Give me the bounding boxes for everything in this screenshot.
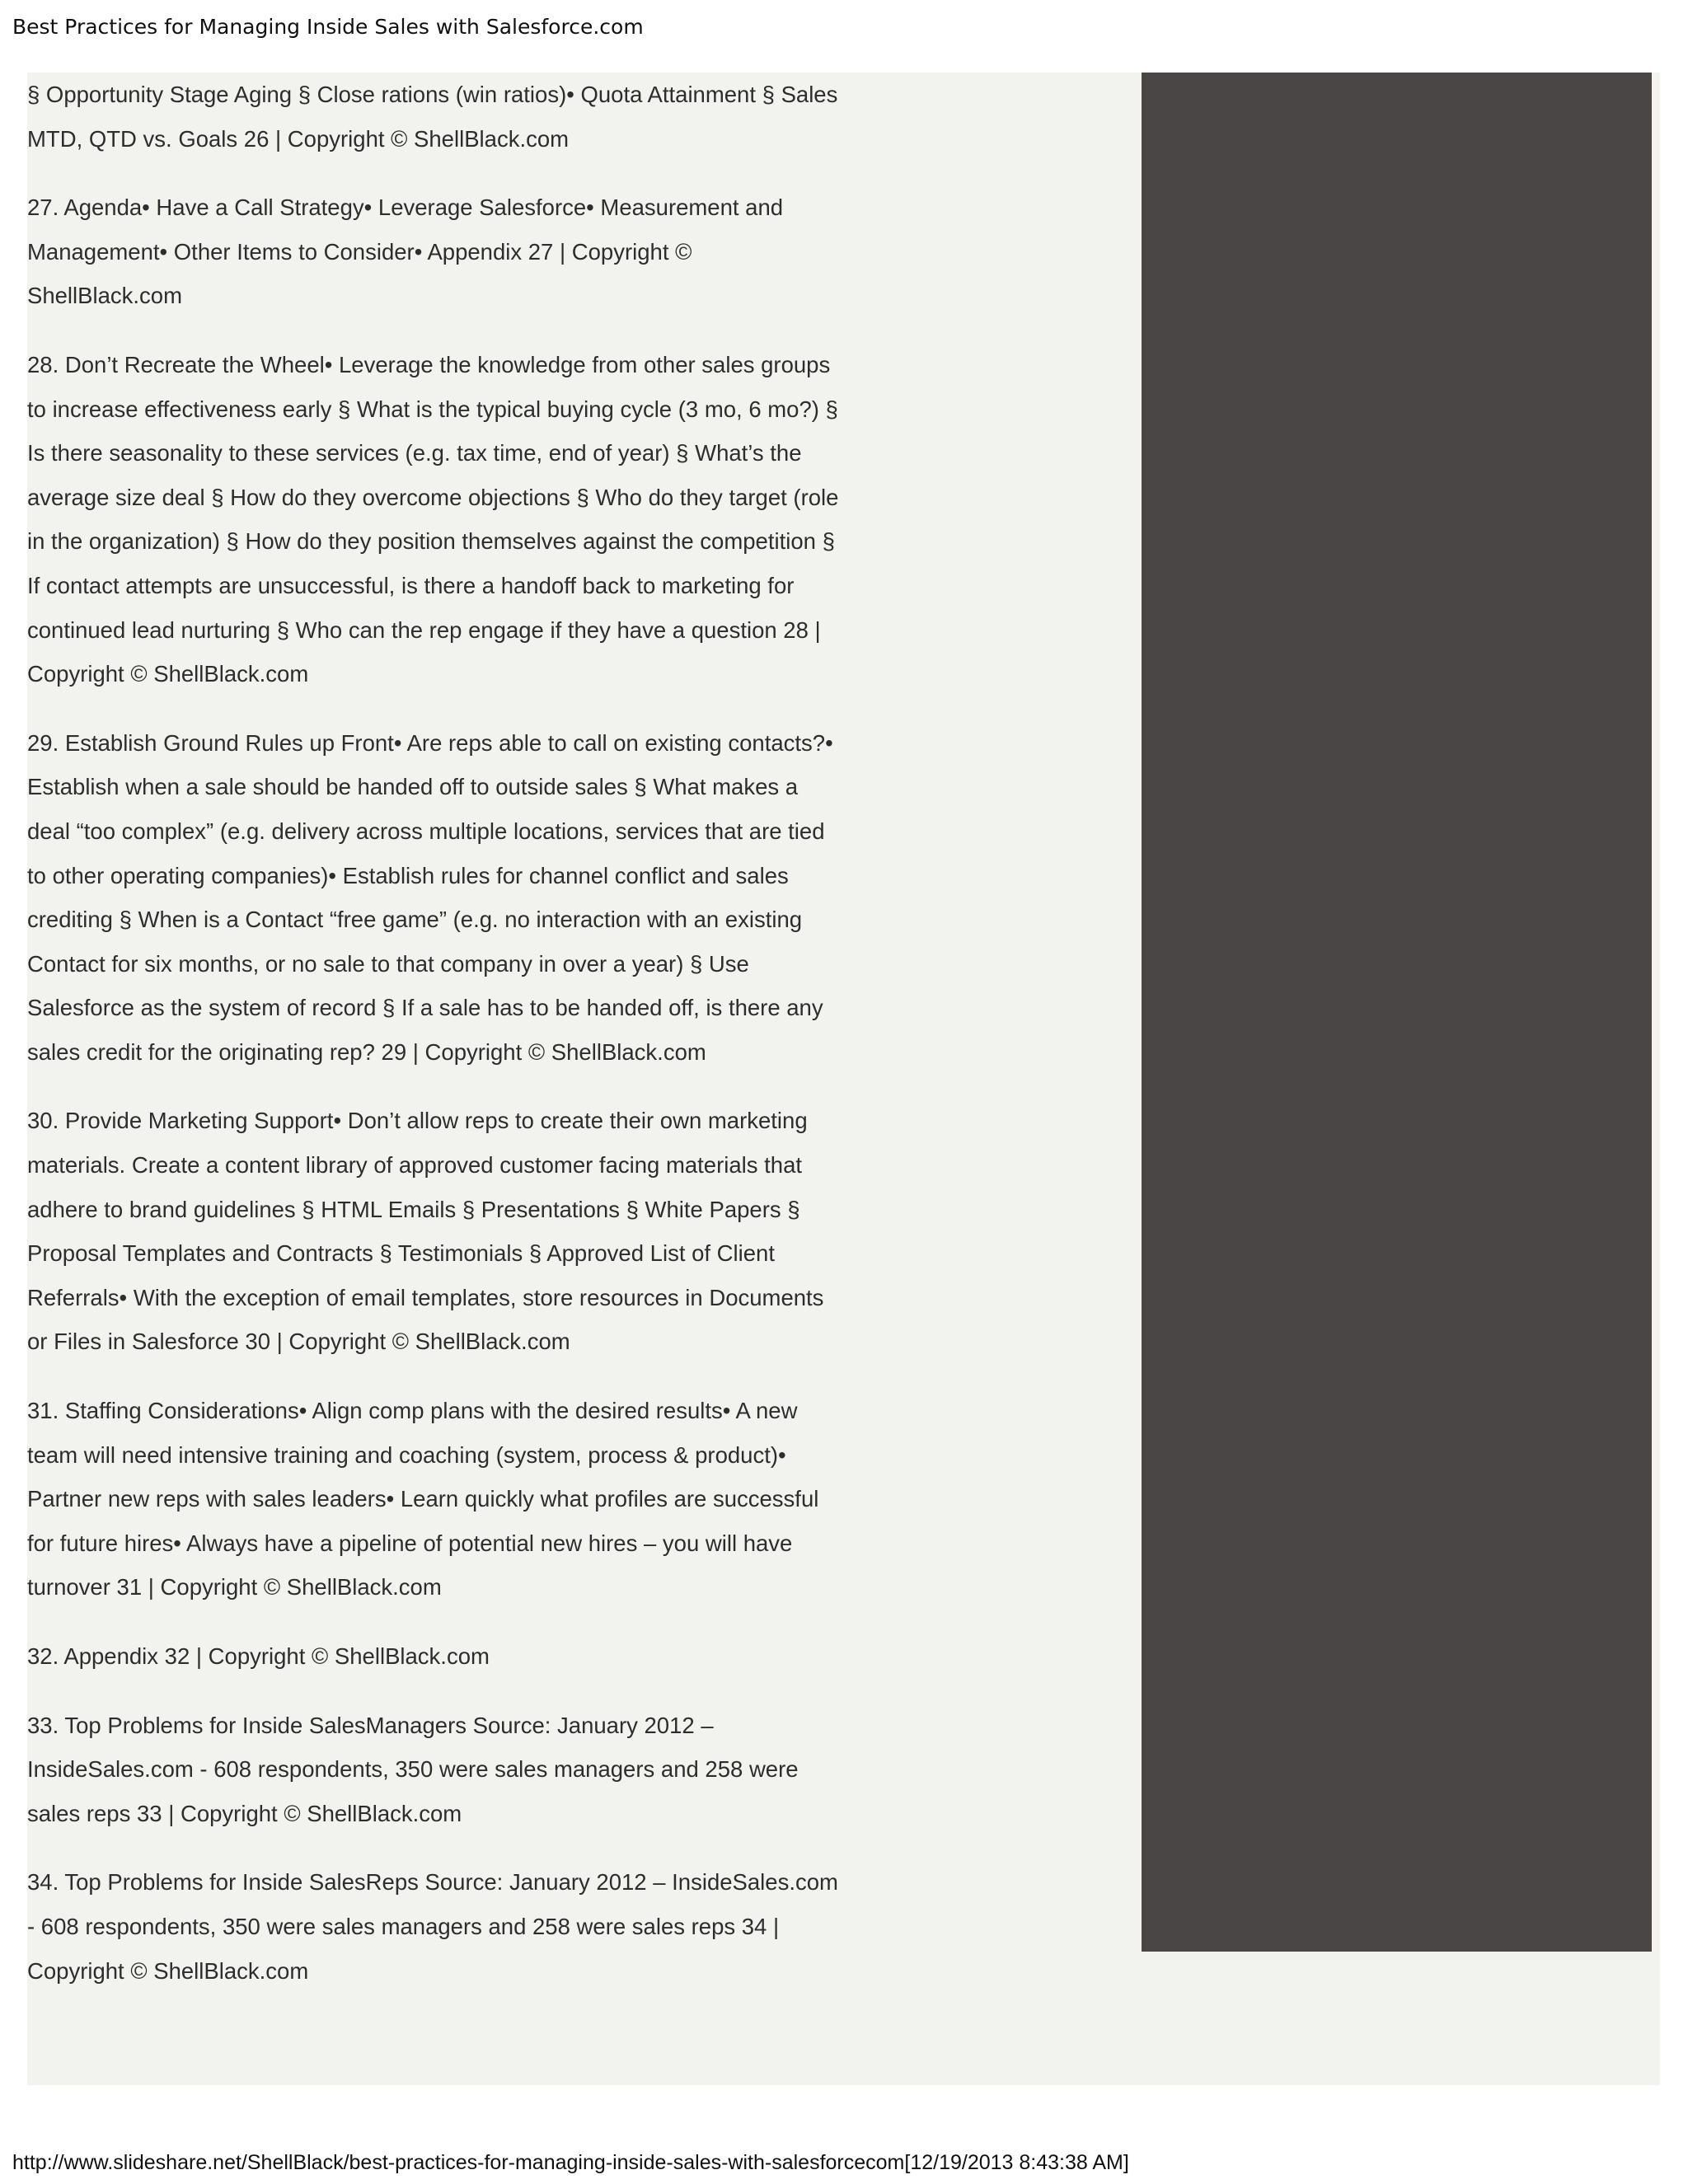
- page-url: http://www.slideshare.net/ShellBlack/best-practices-for-managing-inside-sales-with-salesforcecom[12/19/2013 8:43:38 AM]: [12, 2151, 1129, 2174]
- slide-text-32: 32. Appendix 32 | Copyright © ShellBlack.com: [27, 1643, 490, 1669]
- slide-text-31: 31. Staffing Considerations• Align comp plans with the desired results• A new team will need intensive training and coaching (system, process & product)• Partner new reps with sales leaders• Learn quickly what profiles are successful for future hires• Always have a pipeline of potential new hires – you will have turnover 31 | Copyright © ShellBlack.com: [27, 1398, 819, 1601]
- slide-viewer-panel: [1142, 73, 1652, 1952]
- slide-text-27: 27. Agenda• Have a Call Strategy• Leverage Salesforce• Measurement and Management• Other Items to Consider• Appendix 27 | Copyright © ShellBlack.com: [27, 194, 784, 309]
- slide-text-33: 33. Top Problems for Inside SalesManagers Source: January 2012 – InsideSales.com - 608 respondents, 350 were sales managers and 258 were sales reps 33 | Copyright © ShellBlack.com: [27, 1712, 799, 1826]
- slide-text-26: § Opportunity Stage Aging § Close rations (win ratios)• Quota Attainment § Sales MTD, QTD vs. Goals 26 | Copyright © ShellBlack.com: [27, 82, 838, 152]
- slide-text-29: 29. Establish Ground Rules up Front• Are reps able to call on existing contacts?• Establish when a sale should be handed off to outside sales § What makes a deal “too complex” (e.g. delivery across multiple locations, services that are tied to other operating companies)• Establish rules for channel conflict and sales crediting § When is a Contact “free game” (e.g. no interaction with an existing Contact for six months, or no sale to that company in over a year) § Use Salesforce as the system of record § If a sale has to be handed off, is there any sales credit for the originating rep? 29 | Copyright © ShellBlack.com: [27, 729, 833, 1065]
- transcript-column: [27, 73, 843, 2018]
- page-title: Best Practices for Managing Inside Sales with Salesforce.com: [12, 15, 644, 39]
- slide-text-34: 34. Top Problems for Inside SalesReps Source: January 2012 – InsideSales.com - 608 respondents, 350 were sales managers and 258 were sales reps 34 | Copyright © ShellBlack.com: [27, 1869, 838, 1984]
- slide-text-30: 30. Provide Marketing Support• Don’t allow reps to create their own marketing materials. Create a content library of approved customer facing materials that adhere to brand guidelines § HTML Emails § Presentations § White Papers § Proposal Templates and Contracts § Testimonials § Approved List of Client Referrals• With the exception of email templates, store resources in Documents or Files in Salesforce 30 | Copyright © ShellBlack.com: [27, 1108, 824, 1355]
- slide-text-28: 28. Don’t Recreate the Wheel• Leverage the knowledge from other sales groups to increase effectiveness early § What is the typical buying cycle (3 mo, 6 mo?) § Is there seasonality to these services (e.g. tax time, end of year) § What’s the average size deal § How do they overcome objections § Who do they target (role in the organization) § How do they position themselves against the competition § If contact attempts are unsuccessful, is there a handoff back to marketing for continued lead nurturing § Who can the rep engage if they have a question 28 | Copyright © ShellBlack.com: [27, 351, 839, 687]
